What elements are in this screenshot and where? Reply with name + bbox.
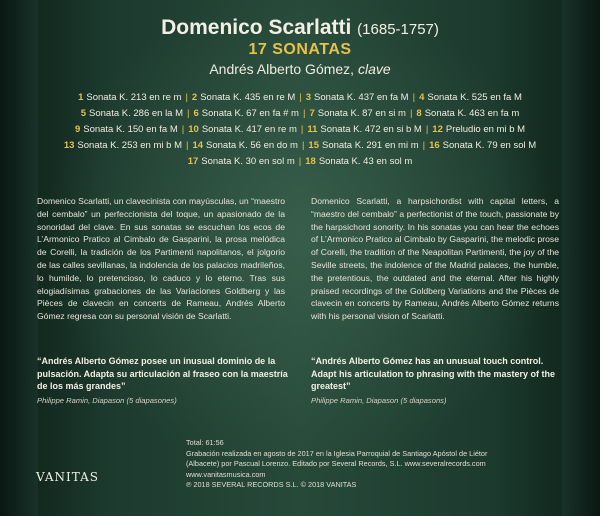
track-title: Sonata K. 437 en fa M <box>314 92 409 103</box>
track-number: 1 <box>78 92 84 103</box>
track-number: 5 <box>80 108 87 119</box>
track-separator: | <box>299 92 302 103</box>
copyright-line: ℗ 2018 SEVERAL RECORDS S.L. © 2018 VANITAS <box>186 480 357 489</box>
track-number: 10 <box>188 124 199 135</box>
description-spanish: Domenico Scarlatti, un clavecinista con mayúsculas, un “maestro del cembalo” un perfeccionista del toque, un apasionado de la sonoridad del clave. En sus sonatas se escuchan los ecos de L’Armonico Pratico al Cimbalo de Gasparini, la prosa melódica de Corelli, la tradición de los Partimenti napolitanos, el jolgorio de las calles sevillanas, la indolencia de los palacios madrileños, lo humilde, lo pretencioso, lo caduco y lo eterno. Tras sus elogiadísimas grabaciones de las Variaciones Goldberg y las Pièces de clavecin en concerts de Rameau, Andrés Alberto Gómez regresa con su personal visión de Scarlatti. <box>37 196 285 322</box>
track-row <box>0 90 600 106</box>
performer-name: Andrés Alberto Gómez, <box>209 61 355 77</box>
track-title: Sonata K. 43 en sol m <box>318 156 413 167</box>
track-number: 11 <box>307 124 318 135</box>
track-title: Sonata K. 56 en do m <box>206 140 298 151</box>
track-separator: | <box>185 92 188 103</box>
track-number: 8 <box>416 108 422 119</box>
track-title: Sonata K. 79 en sol M <box>442 140 537 151</box>
track-number: 6 <box>193 108 199 119</box>
album-title: 17 SONATAS <box>248 41 352 58</box>
track-separator: | <box>425 124 429 135</box>
press-quote-english <box>311 355 567 407</box>
track-title: Sonata K. 30 en sol m <box>201 156 295 167</box>
track-title: Sonata K. 286 en la M <box>89 108 184 119</box>
track-list <box>0 90 600 170</box>
track-title: Sonata K. 291 en mi m <box>321 140 419 151</box>
total-duration: Total: 61:56 <box>186 438 224 447</box>
track-number: 17 <box>187 156 199 167</box>
performer <box>0 61 600 77</box>
track-separator: | <box>409 108 413 119</box>
track-separator: | <box>412 92 416 103</box>
track-row <box>0 122 600 138</box>
track-number: 16 <box>429 140 440 151</box>
track-title: Sonata K. 525 en fa M <box>427 92 522 103</box>
credits <box>186 438 546 491</box>
website-link: www.vanitasmusica.com <box>186 469 266 479</box>
track-row <box>0 106 600 122</box>
track-number: 14 <box>192 140 204 151</box>
track-title: Sonata K. 213 en re m <box>86 92 182 103</box>
track-number: 2 <box>191 92 198 103</box>
description-english: Domenico Scarlatti, a harpsichordist with capital letters, a “maestro del cembalo” a perfectionist of the touch, passionate by the harpsichord sonority. In his sonatas you can hear the echoes of L’Armonico Pratico al Cimbalo by Gasparini, the melodic prose of Corelli, the tradition of the Neapolitan Partimenti, the joy of the Seville streets, the indolence of the Madrid palaces, the humble, the pretentious, the outdated and the eternal. After his highly praised recordings of the Goldberg Variations and the Pièces de clavecin en concerts by Rameau, Andrés Alberto Gómez returns with his personal vision of Scarlatti. <box>311 196 559 322</box>
track-separator: | <box>298 156 302 167</box>
track-number: 3 <box>305 92 312 103</box>
track-number: 15 <box>308 140 319 151</box>
header <box>0 16 600 77</box>
track-title: Sonata K. 150 en fa M <box>83 124 178 135</box>
right-wood-panel <box>562 0 600 516</box>
track-title: Sonata K. 463 en fa m <box>424 108 520 119</box>
left-wood-panel <box>0 0 38 516</box>
quote-text: “Andrés Alberto Gómez has an unusual touch control. Adapt his articulation to phrasing with the mastery of the greatest” <box>311 356 556 391</box>
track-title: Sonata K. 435 en re M <box>200 92 296 103</box>
track-separator: | <box>302 108 306 119</box>
track-separator: | <box>187 108 190 119</box>
track-title: Sonata K. 67 en fa # m <box>201 108 299 119</box>
track-separator: | <box>422 140 426 151</box>
track-number: 12 <box>432 124 443 135</box>
track-title: Sonata K. 417 en re m <box>201 124 297 135</box>
quote-source: Philippe Ramin, Diapason (5 diapasones) <box>37 395 177 405</box>
track-title: Sonata K. 472 en si b M <box>320 124 422 135</box>
quote-source: Philippe Ramin, Diapason (5 diapasons) <box>311 395 447 405</box>
vanitas-logo: VANITAS <box>36 470 99 484</box>
track-separator: | <box>301 140 305 151</box>
performer-instrument: clave <box>357 61 391 77</box>
credits-line: Grabación realizada en agosto de 2017 en la Iglesia Parroquial de Santiago Apóstol de Liétor <box>186 448 488 458</box>
track-number: 13 <box>63 140 75 151</box>
track-separator: | <box>300 124 304 135</box>
track-number: 7 <box>309 108 315 119</box>
track-separator: | <box>185 140 189 151</box>
track-row <box>0 154 600 170</box>
credits-line: (Albacete) por Pascual Lorenzo. Editado por Several Records, S.L. www.severalrecords.com <box>186 459 486 468</box>
track-title: Sonata K. 253 en mi b M <box>77 140 182 151</box>
track-number: 4 <box>419 92 425 103</box>
track-number: 18 <box>305 156 316 167</box>
track-title: Preludio en mi b M <box>445 124 526 135</box>
composer-label: Domenico Scarlatti <box>161 16 352 39</box>
track-number: 9 <box>74 124 81 135</box>
track-title: Sonata K. 87 en si m <box>317 108 406 119</box>
press-quote-spanish <box>37 355 293 407</box>
composer-name <box>0 16 600 40</box>
track-row <box>0 138 600 154</box>
track-separator: | <box>181 124 185 135</box>
composer-dates: (1685-1757) <box>357 21 439 38</box>
quote-text: “Andrés Alberto Gómez posee un inusual dominio de la pulsación. Adapta su articulación al fraseo con la maestría de los más grandes” <box>37 356 288 391</box>
